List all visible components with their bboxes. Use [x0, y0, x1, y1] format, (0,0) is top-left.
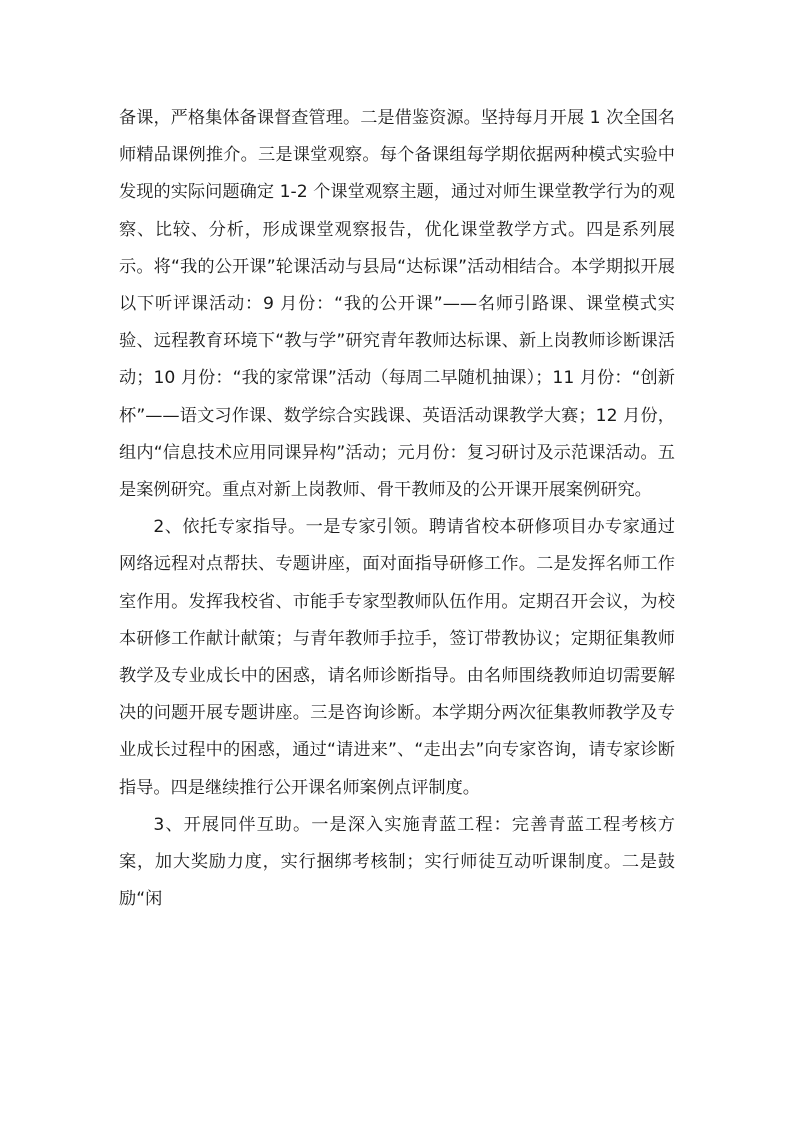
- paragraph-expert-guidance: 2、依托专家指导。一是专家引领。聘请省校本研修项目办专家通过网络远程对点帮扶、专题讲座，面对面指导研修工作。二是发挥名师工作室作用。发挥我校省、市能手专家型教师队伍作用。定期召开会议，为校本研修工作献计献策；与青年教师手拉手，签订带教协议；定期征集教师教学及专业成长中的困惑，请名师诊断指导。由名师围绕教师迫切需要解决的问题开展专题讲座。三是咨询诊断。本学期分两次征集教师教学及专业成长过程中的困惑，通过“请进来”、“走出去”向专家咨询，请专家诊断指导。四是继续推行公开课名师案例点评制度。: [119, 517, 675, 798]
- paragraph-lesson-prep-continuation: 备课，严格集体备课督查管理。二是借鉴资源。坚持每月开展 1 次全国名师精品课例推介。三是课堂观察。每个备课组每学期依据两种模式实验中发现的实际问题确定 1-2 个课堂观察主题，通过对师生课堂教学行为的观察、比较、分析，形成课堂观察报告，优化课堂教学方式。四是系列展示。将“我的公开课”轮课活动与县局“达标课”活动相结合。本学期拟开展以下听评课活动：9 月份：“我的公开课”——名师引路课、课堂模式实验、远程教育环境下“教与学”研究青年教师达标课、新上岗教师诊断课活动；10 月份：“我的家常课”活动（每周二早随机抽课）；11 月份：“创新杯”——语文习作课、数学综合实践课、英语活动课教学大赛；12 月份，组内“信息技术应用同课异构”活动；元月份：复习研讨及示范课活动。五是案例研究。重点对新上岗教师、骨干教师及的公开课开展案例研究。: [119, 108, 675, 501]
- paragraph-peer-mutual-aid: 3、开展同伴互助。一是深入实施青蓝工程：完善青蓝工程考核方案，加大奖励力度，实行捆绑考核制；实行师徒互动听课制度。二是鼓励“闲: [119, 814, 675, 910]
- document-body: [119, 100, 675, 918]
